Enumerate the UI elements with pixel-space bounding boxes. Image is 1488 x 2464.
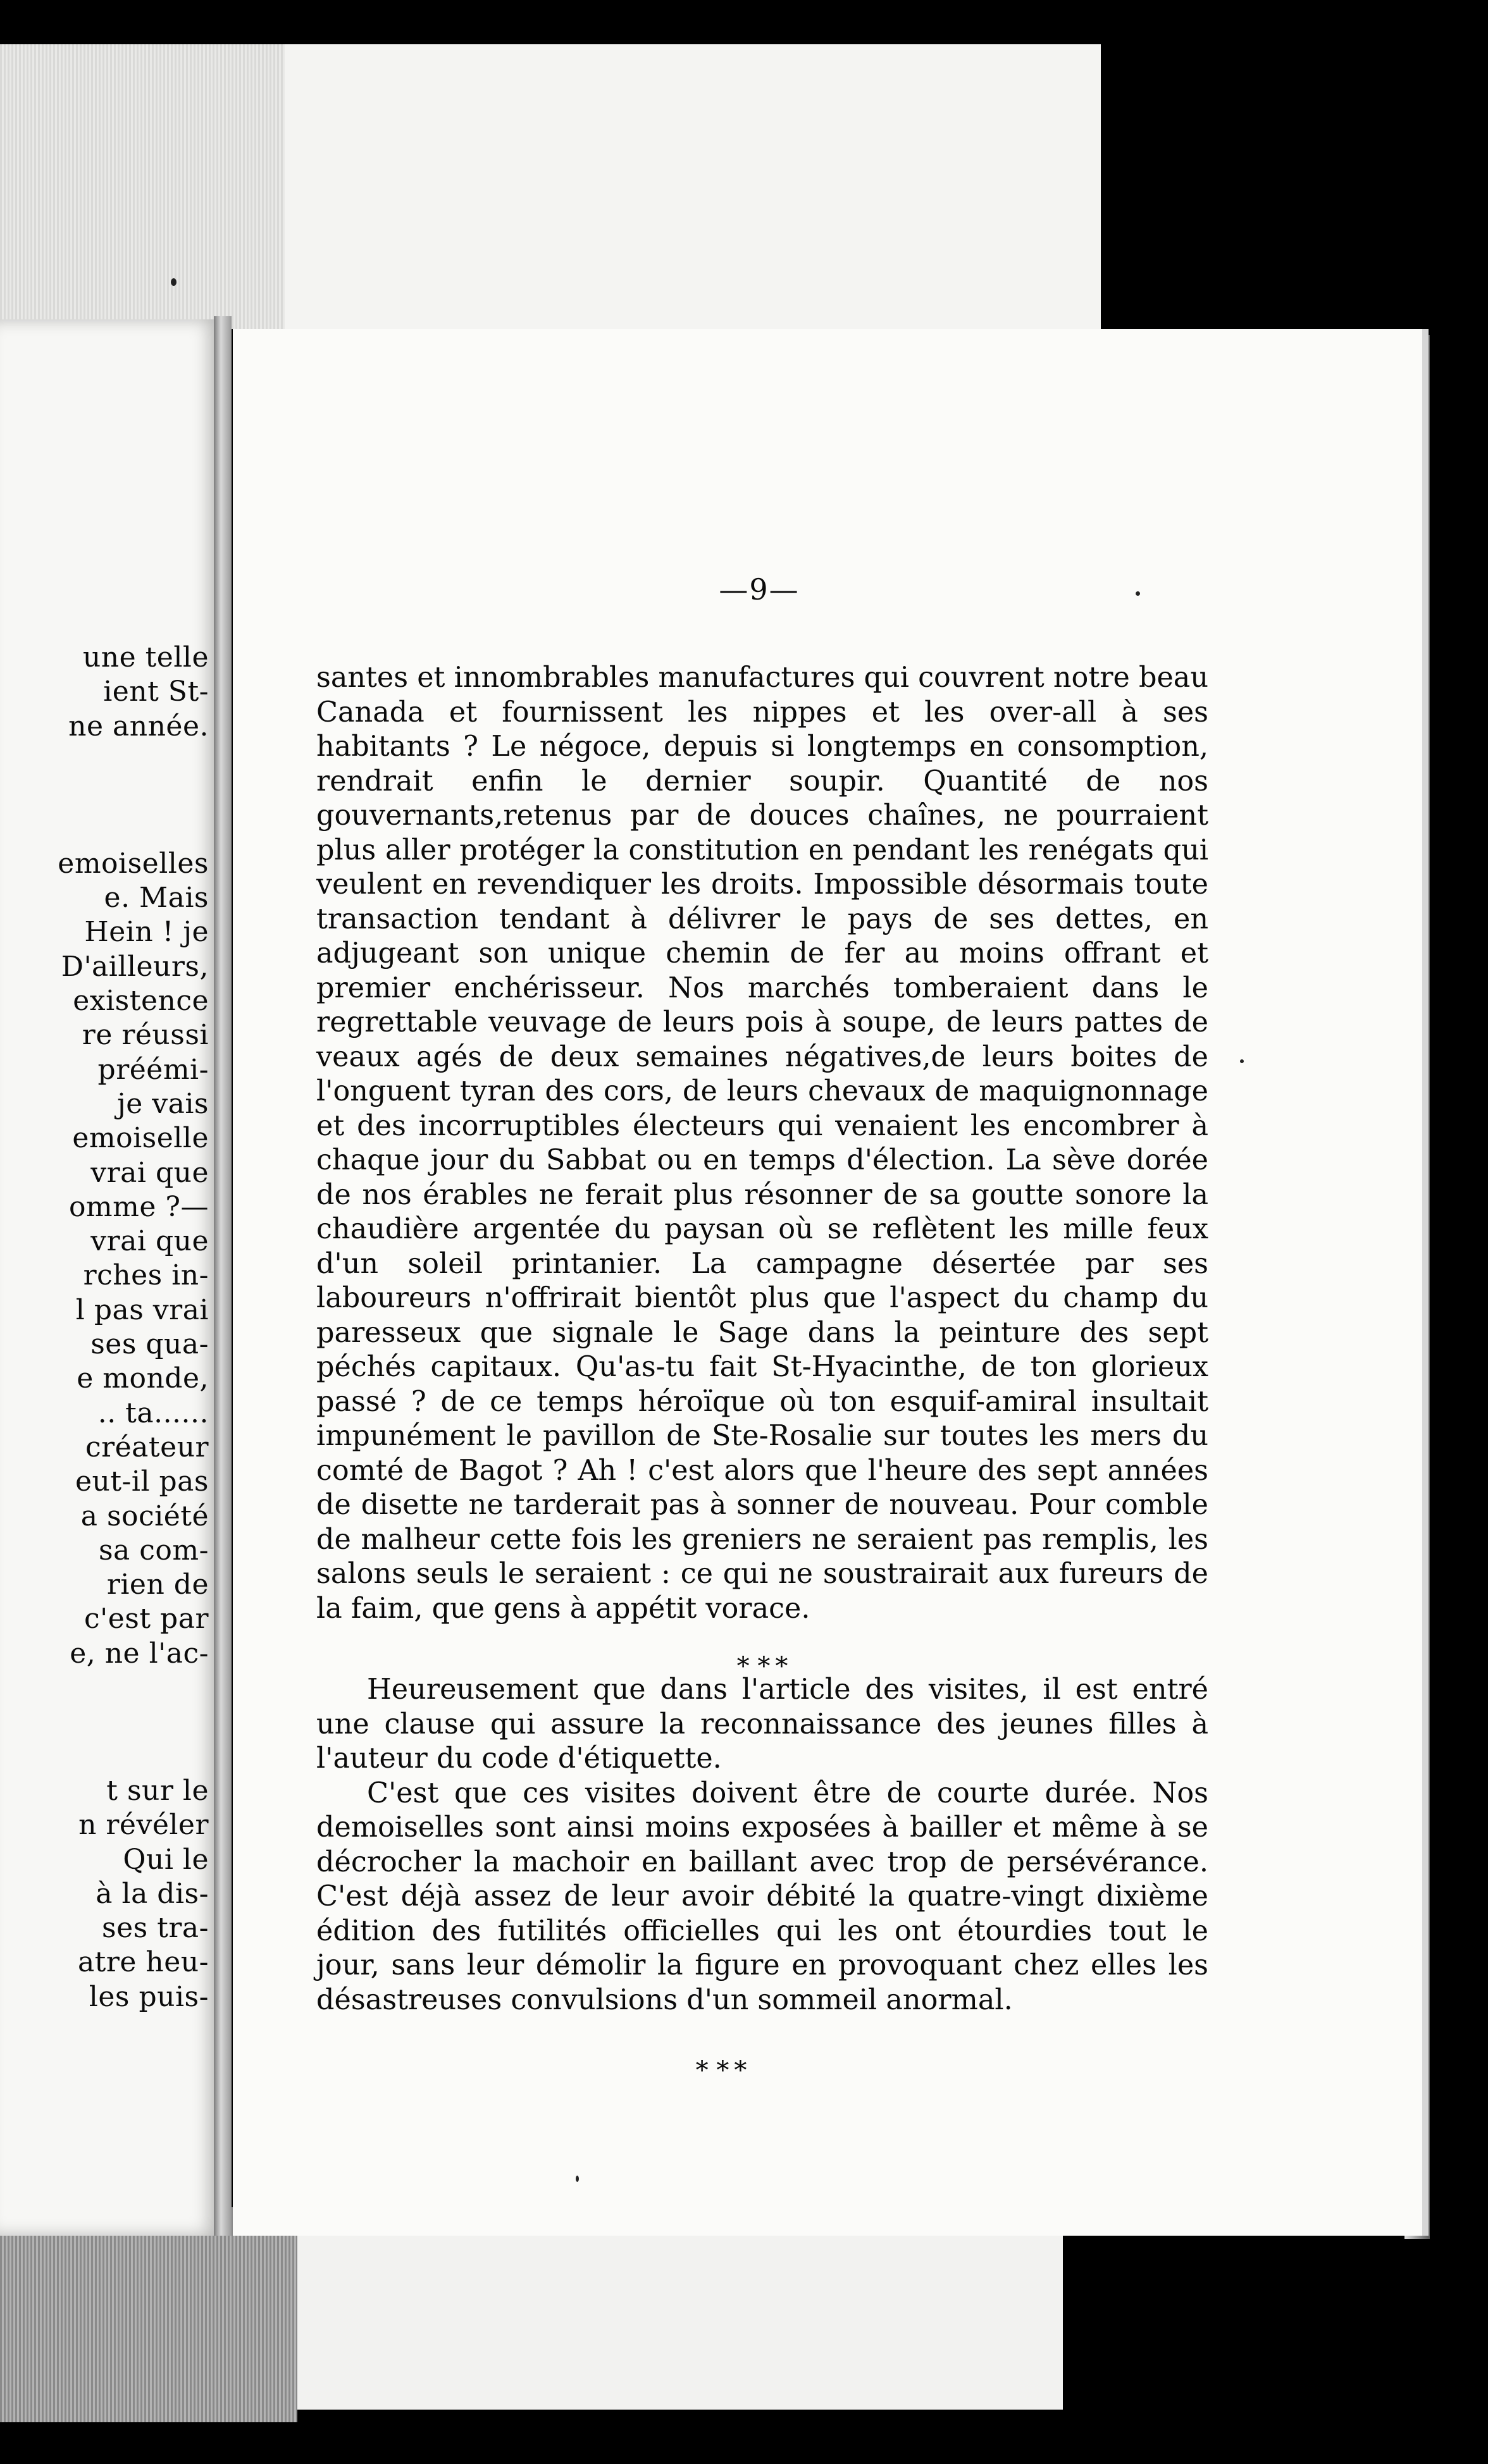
left-page-line: créateur: [85, 1431, 209, 1463]
paragraph-1: santes et innombrables manufactures qui couvrent notre beau Canada et fournissent les nippes et les over-all à ses habitants ? Le négoce, depuis si longtemps en consomption, rendrait enfin le dernier soupir. Quantité de nos gouvernants,retenus par de douces chaînes, ne pourraient plus aller protéger la constitution en pendant les renégats qui veulent en revendiquer les droits. Impossible désormais toute transaction tendant à délivrer le pays de ses dettes, en adjugeant son unique chemin de fer au moins offrant et premier enchérisseur. Nos marchés tomberaient dans le regrettable veuvage de leurs pois à soupe, de leurs pattes de veaux agés de deux semaines négatives,de leurs boites de l'onguent tyran des cors, de leurs chevaux de maquignonnage et des incorruptibles électeurs qui venaient les encombrer à chaque jour du Sabbat ou en temps d'élection. La sève dorée de nos érables ne ferait plus résonner de sa goutte sonore la chaudière argentée du paysan où se reflètent les mille feux d'un soleil printanier. La campagne désertée par ses laboureurs n'offrirait bientôt plus que l'aspect du champ du paresseux que signale le Sage dans la peinture des sept péchés capitaux. Qu'as-tu fait St-Hyacinthe, de ton glorieux passé ? de ce temps héroïque où ton esquif-amiral insultait impunément le pavillon de Ste-Rosalie sur toutes les mers du comté de Bagot ? Ah ! c'est alors que l'heure des sept années de disette ne tarderait pas à sonner de nouveau. Pour comble de malheur cette fois les greniers ne seraient pas remplis, les salons seuls le seraient : ce qui ne soustrairait aux fureurs de la faim, que gens à appétit vorace.: [316, 662, 1208, 1625]
left-page-line: Hein ! je: [84, 916, 209, 949]
scan-speck: [576, 2176, 579, 2182]
left-page-line: omme ?—: [68, 1190, 209, 1223]
page-fold: [214, 316, 232, 2236]
left-page-line: emoiselle: [72, 1122, 209, 1155]
left-page-line: je vais: [117, 1087, 209, 1120]
left-page-line: existence: [73, 985, 209, 1017]
paragraph-3: C'est que ces visites doivent être de courte durée. Nos demoiselles sont ainsi moins exposées à bailler et même à se décrocher la machoir en baillant avec trop de persévérance. C'est déjà assez de leur avoir débité la quatre-vingt dixième édition des futilités officielles qui les ont étourdies tout le jour, sans leur démolir la figure en provoquant chez elles les désastreuses convulsions d'un sommeil anormal.: [316, 1777, 1208, 2016]
scan-speck: [171, 278, 177, 286]
paragraph-2: Heureusement que dans l'article des visites, il est entré une clause qui assure la reconnaissance des jeunes filles à l'auteur du code d'étiquette.: [316, 1673, 1208, 1775]
left-page-line: e monde,: [77, 1362, 209, 1395]
left-page-line: D'ailleurs,: [61, 950, 209, 983]
scan-speck: [1136, 591, 1140, 596]
left-facing-page: [0, 319, 226, 2236]
main-text-block: [316, 661, 1208, 1734]
left-page-line: préémi-: [97, 1053, 209, 1086]
left-page-line: eut-il pas: [75, 1465, 209, 1498]
scan-speck: [1240, 1059, 1244, 1063]
left-page-line: ne année.: [68, 710, 209, 742]
left-page-line: t sur le: [106, 1774, 209, 1807]
background-paper-bottom: [297, 2214, 1063, 2410]
left-page-line: rches in-: [83, 1259, 209, 1292]
background-paper-top: [285, 44, 1101, 329]
left-page-line: a société: [80, 1500, 209, 1532]
page-number: —9—: [719, 572, 800, 607]
left-page-line: les puis-: [89, 1980, 209, 2013]
left-page-line: sa com-: [98, 1534, 209, 1567]
left-page-line: rien de: [106, 1568, 209, 1601]
left-page-line: e, ne l'ac-: [70, 1637, 209, 1670]
asterism: * * *: [695, 2056, 747, 2085]
left-page-line: une telle: [82, 641, 209, 674]
left-page-line: ses tra-: [102, 1912, 209, 1945]
left-page-line: ses qua-: [90, 1328, 209, 1360]
left-page-line: c'est par: [84, 1603, 209, 1635]
background-texture-bottom: [0, 2207, 297, 2422]
left-page-line: vrai que: [90, 1225, 209, 1258]
left-page-line: emoiselles: [58, 847, 209, 880]
left-page-line: vrai que: [90, 1156, 209, 1189]
left-page-line: l pas vrai: [75, 1293, 209, 1326]
left-page-line: .. ta......: [97, 1396, 209, 1429]
left-page-line: Qui le: [123, 1843, 209, 1876]
asterism: * * *: [736, 1652, 788, 1681]
background-texture-top: [0, 44, 297, 329]
left-page-line: n révéler: [78, 1809, 209, 1842]
second-text-block: [316, 1673, 1208, 2017]
left-page-line: atre heu-: [77, 1946, 209, 1979]
left-page-line: ient St-: [103, 675, 209, 708]
left-page-line: e. Mais: [104, 882, 209, 915]
section-separator-2: [683, 2056, 759, 2085]
left-page-line: re réussi: [82, 1019, 209, 1052]
left-page-line: à la dis-: [96, 1877, 209, 1910]
